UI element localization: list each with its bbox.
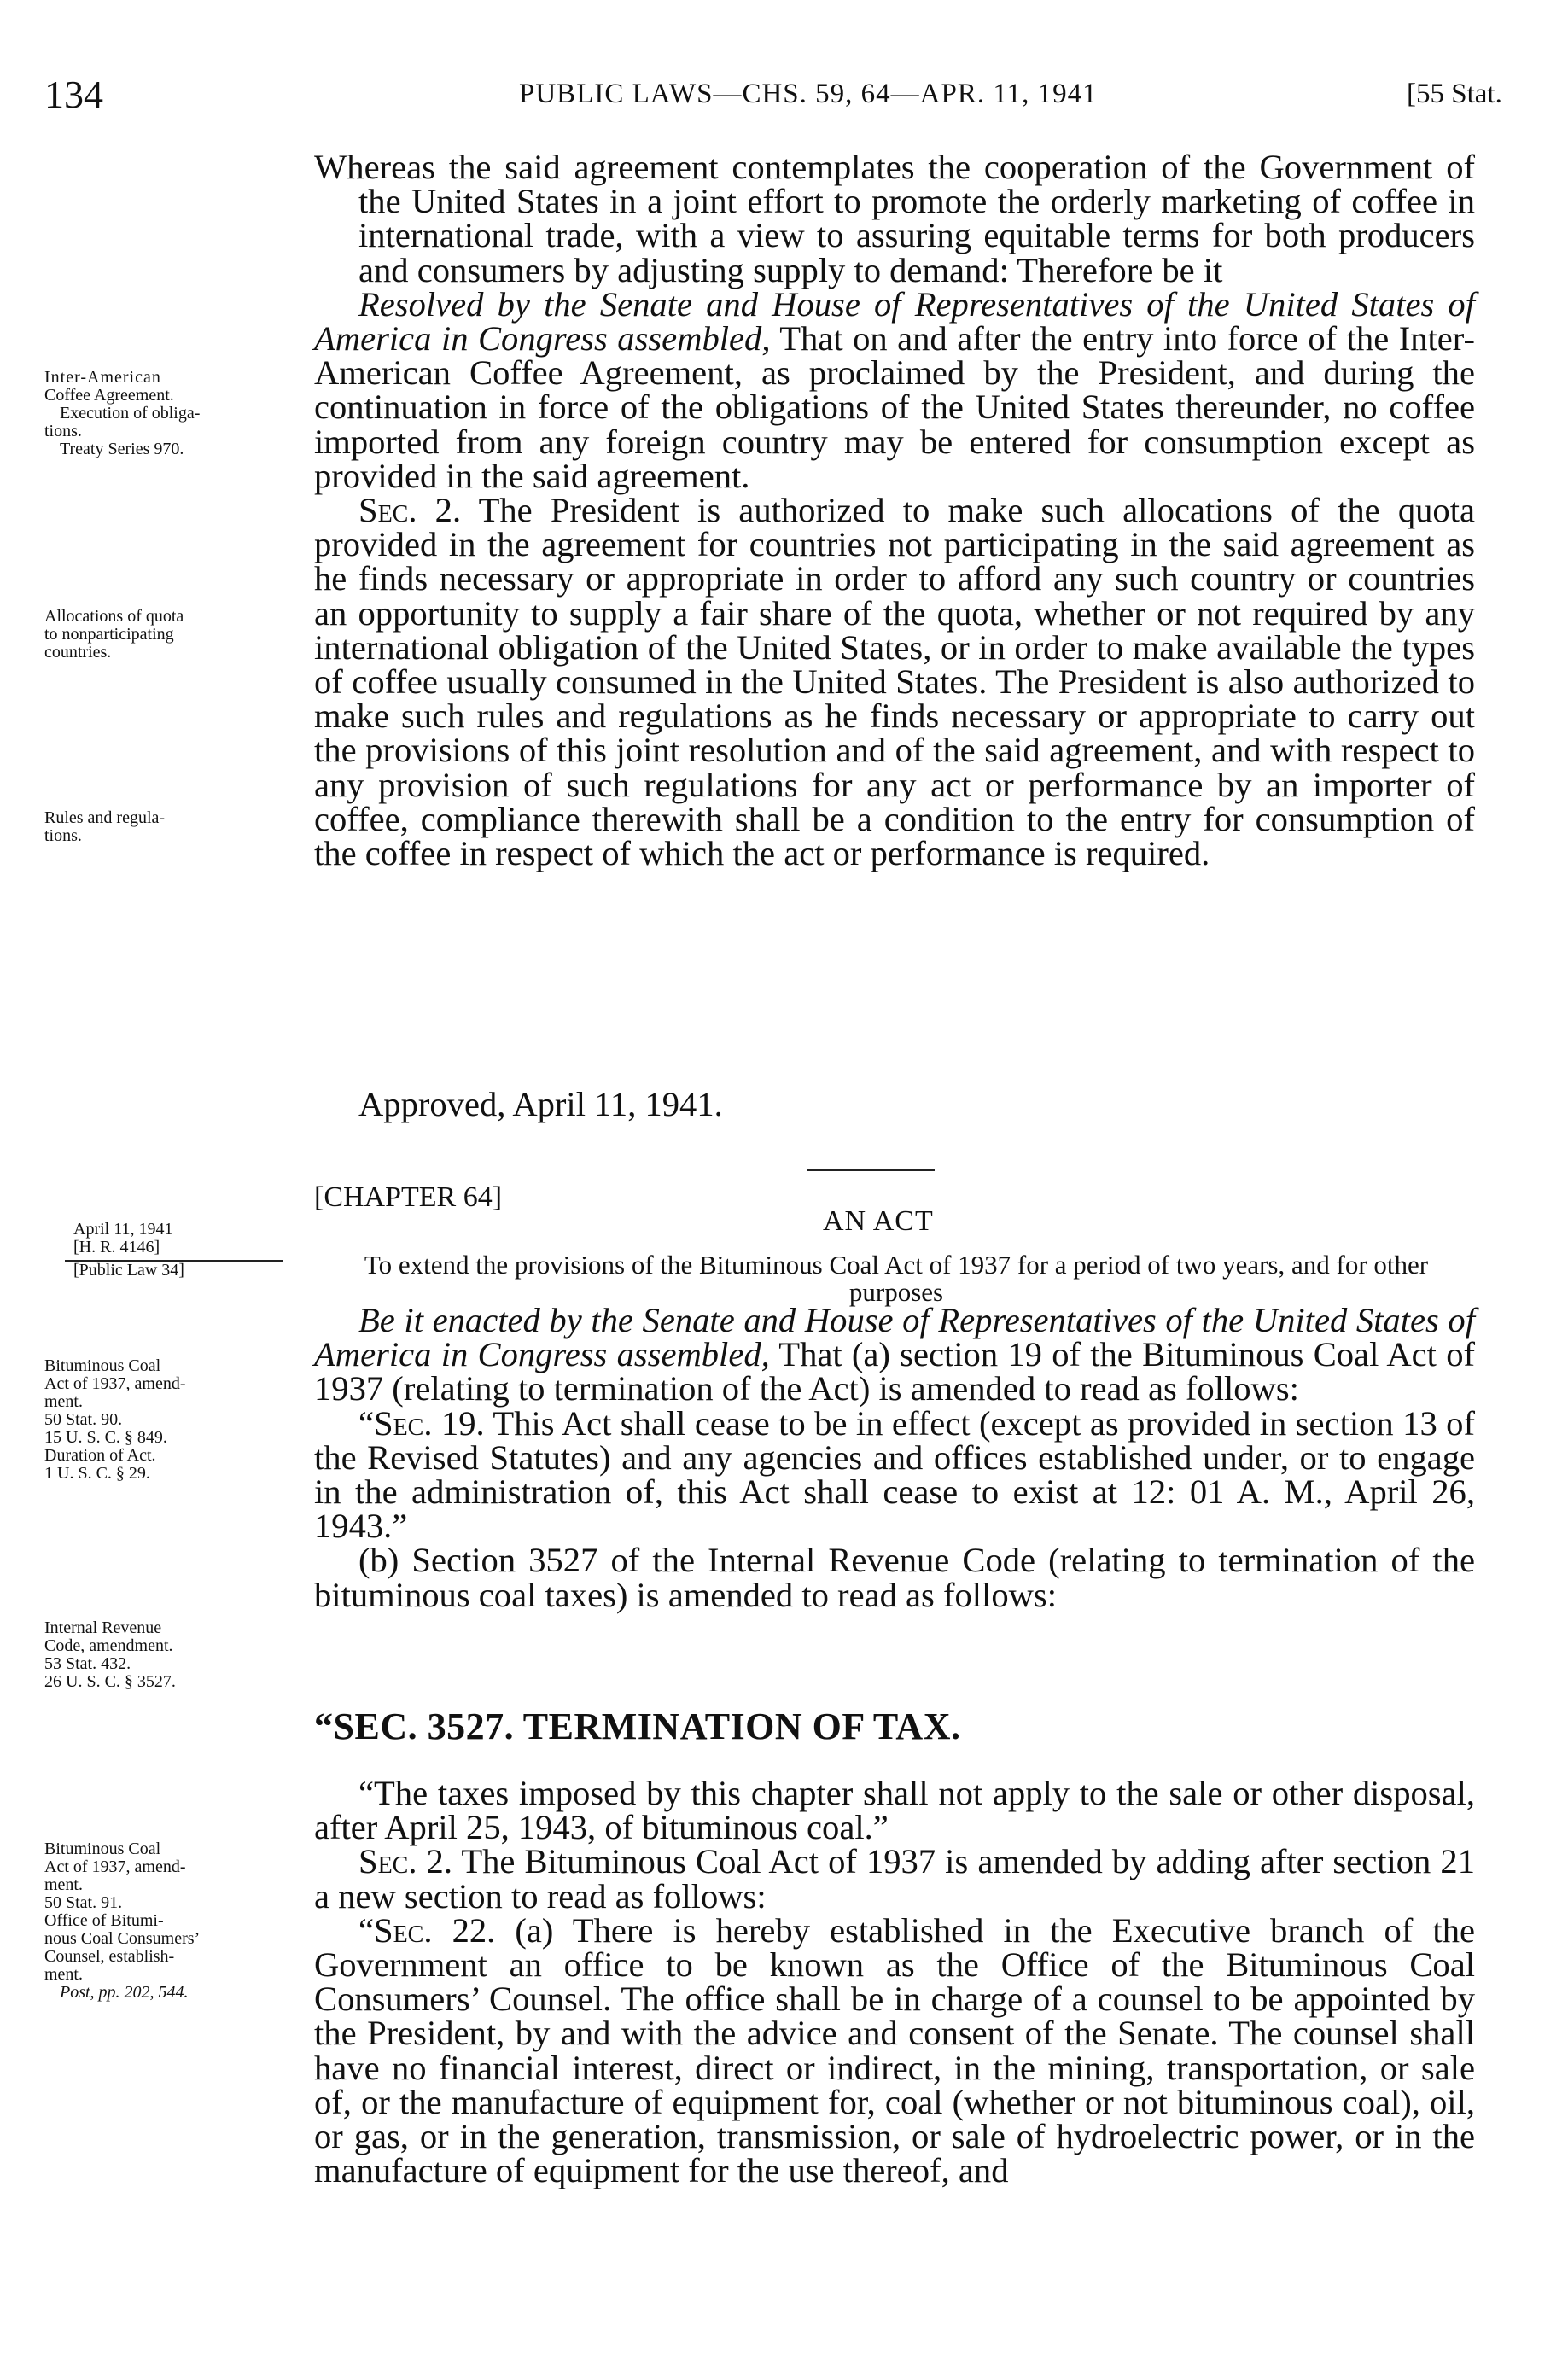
resolving-lead: Resolved by the Senate and House of Representatives of the United States of America in Congress assembled,: [314, 284, 1475, 359]
margin-line: tions.: [44, 422, 82, 440]
margin-line: Bituminous Coal: [44, 1356, 161, 1375]
margin-line: ment.: [44, 1965, 83, 1984]
whereas-clause: Whereas the said agreement contemplates the cooperation of the Government of the United States in a joint effort to promote the orderly marketing of coffee in international trade, with a view to assuring equitable terms for both producers and consumers by adjusting supply to demand: Therefore be it: [314, 148, 1475, 289]
margin-line: 50 Stat. 91.: [44, 1893, 123, 1912]
margin-line: 53 Stat. 432.: [44, 1654, 131, 1673]
resolving-clause: [314, 284, 1475, 495]
section-19-text: [314, 1403, 1475, 1546]
margin-line: [H. R. 4146]: [73, 1238, 160, 1257]
margin-line: countries.: [44, 643, 112, 662]
margin-line: Office of Bitumi-: [44, 1911, 164, 1930]
margin-line: tions.: [44, 826, 82, 845]
margin-note-act-info: [73, 1221, 278, 1280]
section-2-body: The President is authorized to make such allocations of the quota provided in the agreement for countries not participating in the said agreement as he finds necessary or appropriate in order to afford any such country or countries an opportunity to supply a fair share of the quota, whether or not required by any international obligation of the United States, or in order to make available the types of coffee usually consumed in the United States. The President is also authorized to make such rules and regulations as he finds necessary or appropriate to carry out the provisions of this joint resolution and of the said agreement, and with respect to any provision of such regulations for any act or performance by an importer of coffee, compliance therewith shall be a condition to the entry for consumption of the coffee in respect of which the act or performance is required.: [314, 491, 1476, 873]
enacting-lead: Be it enacted by the Senate and House of Representatives of the United States of America in Congress assembled,: [314, 1301, 1475, 1374]
section-22-label: “Sec.: [358, 1910, 433, 1950]
section-2-label: Sec. 2.: [358, 491, 462, 530]
section-2-act-label: Sec. 2.: [358, 1842, 452, 1881]
chapter-label: [CHAPTER 64]: [314, 1181, 503, 1213]
enacting-clause: [314, 1303, 1475, 1407]
margin-note-internal-revenue: [44, 1619, 300, 1691]
paragraph-b: (b) Section 3527 of the Internal Revenue Code (relating to termination of the bituminous coal taxes) is amended to read as follows:: [314, 1541, 1475, 1614]
act-body: [314, 1303, 1475, 1612]
act-purpose: To extend the provisions of the Bituminous Coal Act of 1937 for a period of two years, and for other purposes: [364, 1250, 1429, 1307]
margin-line: 50 Stat. 90.: [44, 1410, 123, 1429]
divider-rule: [807, 1169, 935, 1171]
margin-line: 1 U. S. C. § 29.: [44, 1464, 150, 1483]
margin-line: [Public Law 34]: [73, 1261, 184, 1280]
margin-line: Coffee Agreement.: [44, 386, 174, 405]
section-2-resolution: [314, 493, 1475, 871]
margin-note-rules: [44, 809, 300, 845]
resolving-body: That on and after the entry into force of the Inter-American Coffee Agreement, as proclaimed by the President, and during the continuation in force of the obligations of the United States thereunder, no coffee imported from any foreign country may be entered for consumption except as provided in the said agreement.: [314, 319, 1475, 495]
margin-line: Execution of obliga-: [60, 404, 201, 423]
margin-note-consumers-counsel: [44, 1840, 300, 2002]
margin-line: Treaty Series 970.: [60, 440, 184, 458]
section-19-label: “Sec.: [358, 1403, 433, 1443]
page-number: 134: [44, 73, 103, 116]
margin-line: Post, pp. 202, 544.: [60, 1983, 189, 2002]
margin-line: Code, amendment.: [44, 1636, 173, 1655]
margin-line: April 11, 1941: [73, 1220, 173, 1239]
enacting-body: That (a) section 19 of the Bituminous Coal Act of 1937 (relating to termination of the Act) is amended to read as follows:: [314, 1335, 1475, 1408]
margin-line: Act of 1937, amend-: [44, 1374, 186, 1393]
running-title: PUBLIC LAWS—CHS. 59, 64—APR. 11, 1941: [519, 79, 1098, 109]
margin-line: Counsel, establish-: [44, 1947, 175, 1966]
margin-line: 26 U. S. C. § 3527.: [44, 1672, 176, 1691]
margin-line: ment.: [44, 1875, 83, 1894]
section-22-body: 22. (a) There is hereby established in the Executive branch of the Government an office to be known as the Office of the Bituminous Coal Consumers’ Counsel. The office shall be in charge of a counsel to be appointed by the President, by and with the advice and consent of the Senate. The counsel shall have no financial interest, direct or indirect, in the mining, transportation, or sale of, or the manufacture of equipment for, coal (whether or not bituminous coal), oil, or gas, or in the generation, transmission, or sale of hydroelectric power, or in the manufacture of equipment for the use thereof, and: [314, 1910, 1475, 2190]
margin-line: nous Coal Consumers’: [44, 1929, 201, 1948]
margin-line: 15 U. S. C. § 849.: [44, 1428, 167, 1447]
section-2-act: [314, 1842, 1475, 1915]
margin-line: Act of 1937, amend-: [44, 1857, 186, 1876]
act-body-continued: [314, 1776, 1475, 2188]
section-19-body: 19. This Act shall cease to be in effect (except as provided in section 13 of the Revised Statutes) and any agencies and offices established under, or to engage in the administration of, this Act shall cease to exist at 12: 01 A. M., April 26, 1943.”: [314, 1403, 1475, 1546]
margin-line: Inter-American: [44, 368, 161, 387]
section-2-act-body: The Bituminous Coal Act of 1937 is amended by adding after section 21 a new section to read as follows:: [314, 1842, 1475, 1915]
section-3527-heading: “SEC. 3527. TERMINATION OF TAX.: [314, 1706, 961, 1747]
margin-note-coffee: [44, 369, 300, 458]
margin-line: Rules and regula-: [44, 808, 166, 827]
margin-note-allocations: [44, 608, 300, 662]
act-heading: AN ACT: [823, 1205, 934, 1237]
margin-line: Duration of Act.: [44, 1446, 156, 1465]
stat-reference: [55 Stat.: [1407, 79, 1502, 109]
margin-line: Bituminous Coal: [44, 1840, 161, 1858]
section-22-text: [314, 1910, 1475, 2190]
margin-line: ment.: [44, 1392, 83, 1411]
approval-line: Approved, April 11, 1941.: [358, 1085, 723, 1123]
margin-note-coal-amendment: [44, 1357, 300, 1483]
joint-resolution: [314, 150, 1475, 871]
margin-line: Internal Revenue: [44, 1618, 162, 1637]
tax-termination-text: “The taxes imposed by this chapter shall not apply to the sale or other disposal, after April 25, 1943, of bituminous coal.”: [314, 1774, 1475, 1847]
margin-line: Allocations of quota: [44, 607, 184, 626]
margin-line: to nonparticipating: [44, 625, 174, 644]
